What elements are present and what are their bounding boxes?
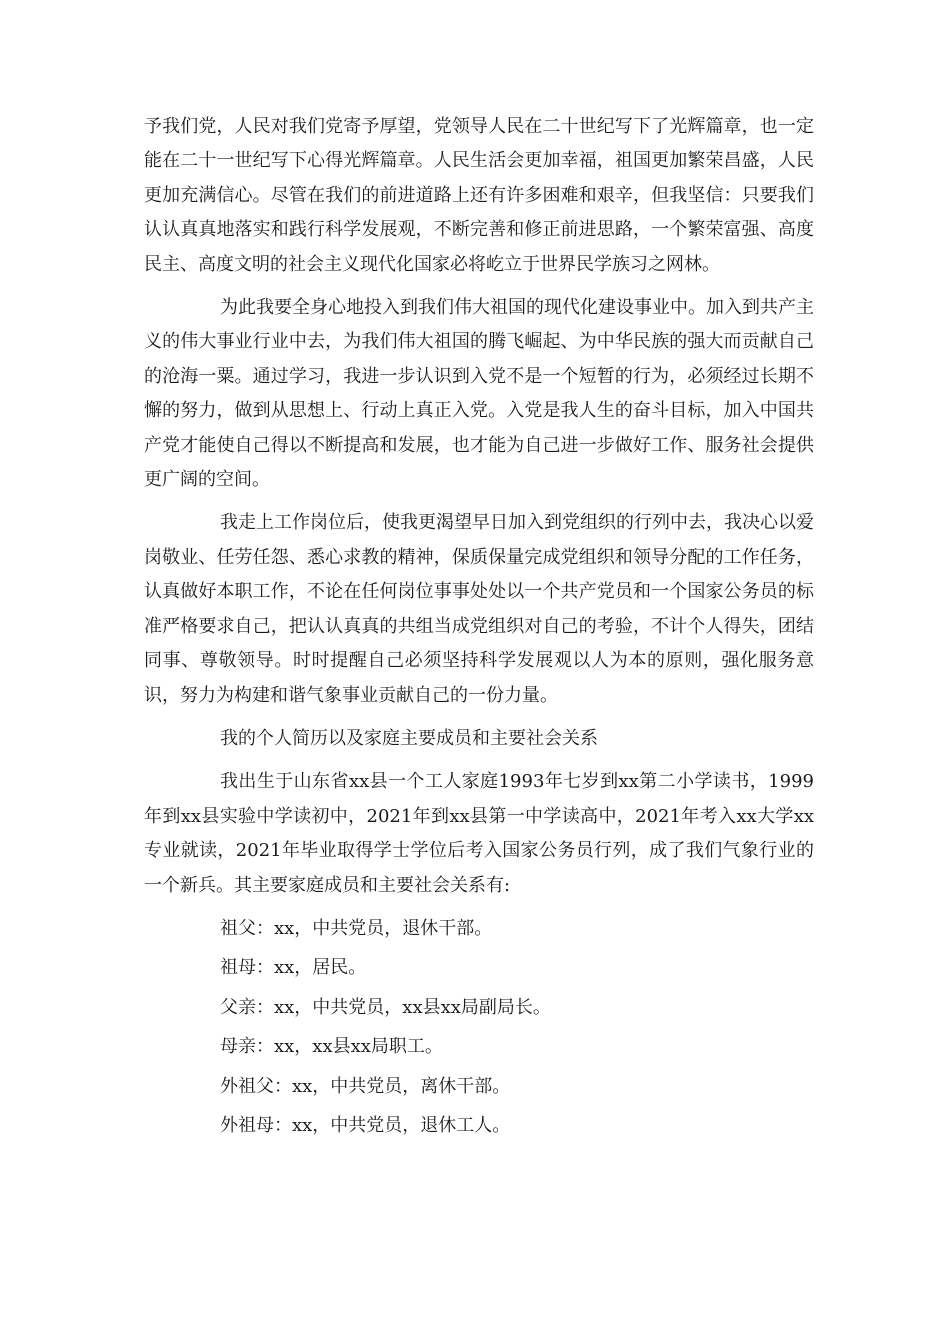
paragraph-continued: 予我们党，人民对我们党寄予厚望，党领导人民在二十世纪写下了光辉篇章，也一定能在二十一世纪写下心得光辉篇章。人民生活会更加幸福，祖国更加繁荣昌盛，人民更加充满信心。尽管在我们的前进道路上还有许多困难和艰辛，但我坚信：只要我们认认真真地落实和践行科学发展观，不断完善和修正前进思路，一个繁荣富强、高度民主、高度文明的社会主义现代化国家必将屹立于世界民学族习之网林。	[144, 116, 814, 275]
relation-item-father: 父亲：xx，中共党员，xx县xx局副局长。	[220, 996, 551, 1018]
paragraph-work-commitment: 我走上工作岗位后，使我更渴望早日加入到党组织的行列中去，我决心以爱岗敬业、任劳任怨、悉心求教的精神，保质保量完成党组织和领导分配的工作任务，认真做好本职工作，不论在任何岗位事事处处以一个共产党员和一个国家公务员的标准严格要求自己，把认认真真的共组当成党组织对自己的考验，不计个人得失，团结同事、尊敬领导。时时提醒自己必须坚持科学发展观以人为本的原则，强化服务意识，努力为构建和谐气象事业贡献自己的一份力量。	[144, 512, 814, 706]
section-heading: 我的个人简历以及家庭主要成员和主要社会关系	[220, 727, 598, 749]
document-page	[144, 110, 814, 1148]
paragraph-devotion: 为此我要全身心地投入到我们伟大祖国的现代化建设事业中。加入到共产主义的伟大事业行业中去，为我们伟大祖国的腾飞崛起、为中华民族的强大而贡献自己的沧海一粟。通过学习，我进一步认识到入党不是一个短暂的行为，必须经过长期不懈的努力，做到从思想上、行动上真正入党。入党是我人生的奋斗目标，加入中国共产党才能使自己得以不断提高和发展，也才能为自己进一步做好工作、服务社会提供更广阔的空间。	[144, 297, 814, 491]
relation-item-maternal-grandmother: 外祖母：xx，中共党员，退休工人。	[220, 1114, 511, 1136]
family-relations-list	[144, 912, 814, 1143]
relation-item-grandfather: 祖父：xx，中共党员，退休干部。	[220, 917, 493, 939]
paragraph-biography: 我出生于山东省xx县一个工人家庭1993年七岁到xx第二小学读书，1999年到xx县实验中学读初中，2021年到xx县第一中学读高中，2021年考入xx大学xx专业就读，2021年毕业取得学士学位后考入国家公务员行列，成了我们气象行业的一个新兵。其主要家庭成员和主要社会关系有:	[144, 771, 814, 896]
relation-item-mother: 母亲：xx，xx县xx局职工。	[220, 1036, 443, 1058]
relation-item-maternal-grandfather: 外祖父：xx，中共党员，离休干部。	[220, 1075, 511, 1097]
relation-item-grandmother: 祖母：xx，居民。	[220, 957, 367, 979]
